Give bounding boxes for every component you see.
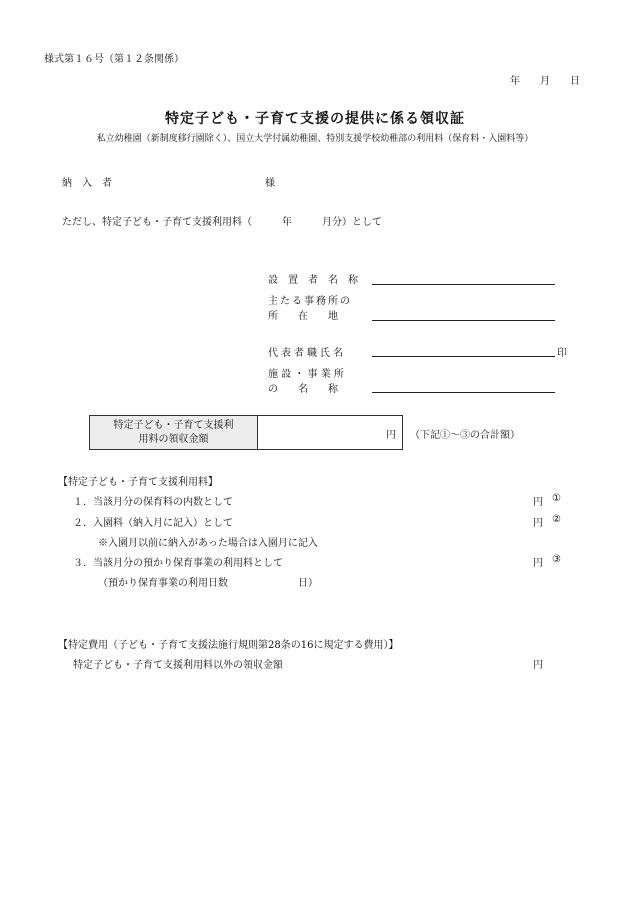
payer-label: 納 入 者 — [62, 178, 112, 189]
amount-box-label — [90, 416, 258, 449]
section1-heading: 【特定子ども・子育て支援利用料】 — [58, 477, 218, 488]
amount-box — [89, 415, 403, 450]
section1-item-2-unit: 円 — [533, 518, 543, 529]
section1-item-3-unit: 円 — [533, 558, 543, 569]
section1-item-2-mark: ② — [552, 514, 561, 525]
office-label-2: 所 在 地 — [268, 311, 338, 322]
amount-unit: 円 — [386, 430, 396, 441]
facility-name-line[interactable] — [372, 392, 555, 393]
section1-item-3-mark: ③ — [552, 554, 561, 565]
section1-note: ※入園月以前に納入があった場合は入園月に記入 — [98, 538, 318, 549]
page-title: 特定子ども・子育て支援の提供に係る領収証 — [165, 111, 465, 127]
representative-line[interactable] — [372, 356, 555, 357]
seal-mark: 印 — [557, 348, 567, 359]
operator-name-line[interactable] — [372, 284, 555, 285]
section1-item-1-unit: 円 — [533, 497, 543, 508]
section1-days: （預かり保育事業の利用日数 日） — [98, 578, 318, 589]
proviso-text: ただし、特定子ども・子育て支援利用料（ 年 月分）として — [62, 217, 382, 228]
page-subtitle: 私立幼稚園（新制度移行園除く）、国立大学付属幼稚園、特別支援学校幼稚部の利用料（保育料・入園料等） — [96, 134, 534, 144]
representative-label: 代表者職氏名 — [268, 348, 346, 359]
amount-label-line1: 特定子ども・子育て支援利 — [113, 420, 234, 431]
amount-input-area[interactable] — [260, 416, 384, 449]
section2-heading: 【特定費用（子ども・子育て支援法施行規則第28条の16に規定する費用）】 — [58, 640, 399, 651]
section1-item-2: ２．入園料（納入月に記入）として — [73, 518, 233, 529]
amount-note: （下記①～③の合計額） — [410, 430, 520, 441]
section1-item-3: ３．当該月分の預かり保育事業の利用料として — [73, 558, 283, 569]
facility-label-2: の 名 称 — [268, 384, 338, 395]
office-address-line[interactable] — [372, 320, 555, 321]
section1-item-1-mark: ① — [552, 493, 561, 504]
amount-label-line2: 用料の領収金額 — [138, 434, 209, 445]
facility-label-1: 施 設 ・ 事 業 所 — [268, 369, 344, 380]
date-fields: 年 月 日 — [510, 76, 580, 87]
section2-unit: 円 — [533, 660, 543, 671]
office-label-1: 主たる事務所の — [268, 296, 352, 307]
section2-item: 特定子ども・子育て支援利用料以外の領収金額 — [73, 660, 283, 671]
section1-item-1: １．当該月分の保育料の内数として — [73, 497, 233, 508]
payer-honorific: 様 — [265, 178, 275, 189]
form-number: 様式第１６号（第１２条関係） — [44, 54, 184, 65]
operator-name-label: 設 置 者 名 称 — [268, 275, 358, 286]
